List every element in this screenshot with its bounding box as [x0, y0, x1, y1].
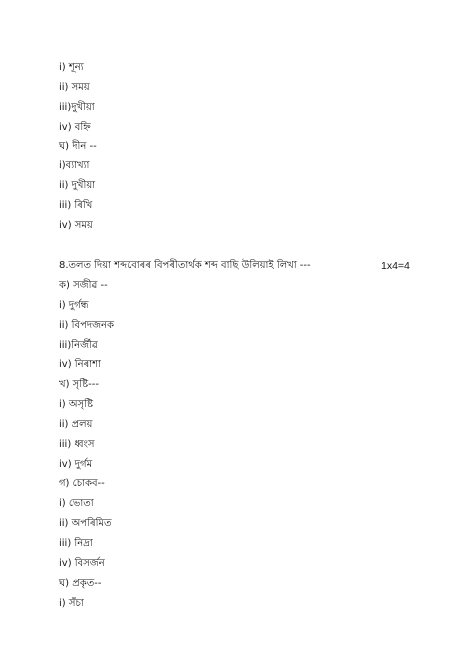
option-line: ii) বিপদজনক [59, 320, 115, 331]
option-line: ii) দুখীয়া [59, 180, 96, 191]
option-line: iii) ৰিখি [59, 200, 93, 211]
option-line: i) সঁচা [59, 598, 84, 609]
option-line: iii) নিদ্ৰা [59, 538, 93, 549]
question-stem: গ) চোকব-- [59, 478, 105, 489]
option-line: iii) ধ্বংস [59, 439, 95, 450]
question-stem: ক) সজীৱ -- [59, 280, 108, 291]
option-line: ii) অপৰিমিত [59, 518, 112, 529]
option-line: i)ব্যাখ্যা [59, 160, 90, 171]
option-line: i) শূন্য [59, 62, 84, 73]
option-line: iv) নিৰাশা [59, 359, 101, 370]
option-line: i) অসৃষ্টি [59, 399, 93, 410]
option-line: iv) বিসৰ্জন [59, 558, 105, 569]
question-stem: খ) সৃষ্টি--- [59, 379, 99, 390]
question-8-text: 8.তলত দিয়া শব্দবোৰৰ বিপৰীতাৰ্থক শব্দ বাছি উলিয়াই লিখা --- [59, 260, 311, 271]
option-line: iv) দুৰ্গম [59, 459, 93, 470]
question-stem: ঘ) প্ৰকৃত-- [59, 578, 102, 589]
option-line: i) ভোতা [59, 498, 94, 509]
option-line: iii)নিৰ্জীৱ [59, 340, 98, 351]
option-line: iii)দুখীয়া [59, 102, 95, 113]
option-line: i) দুৰ্গন্ধ [59, 300, 89, 311]
option-line: iv) বহ্নি [59, 122, 91, 133]
question-8-marks: 1x4=4 [381, 260, 410, 272]
question-stem: ঘ) দীন -- [59, 141, 97, 152]
option-line: ii) প্ৰলয় [59, 419, 93, 430]
option-line: iv) সময় [59, 220, 93, 231]
option-line: ii) সময় [59, 82, 90, 93]
